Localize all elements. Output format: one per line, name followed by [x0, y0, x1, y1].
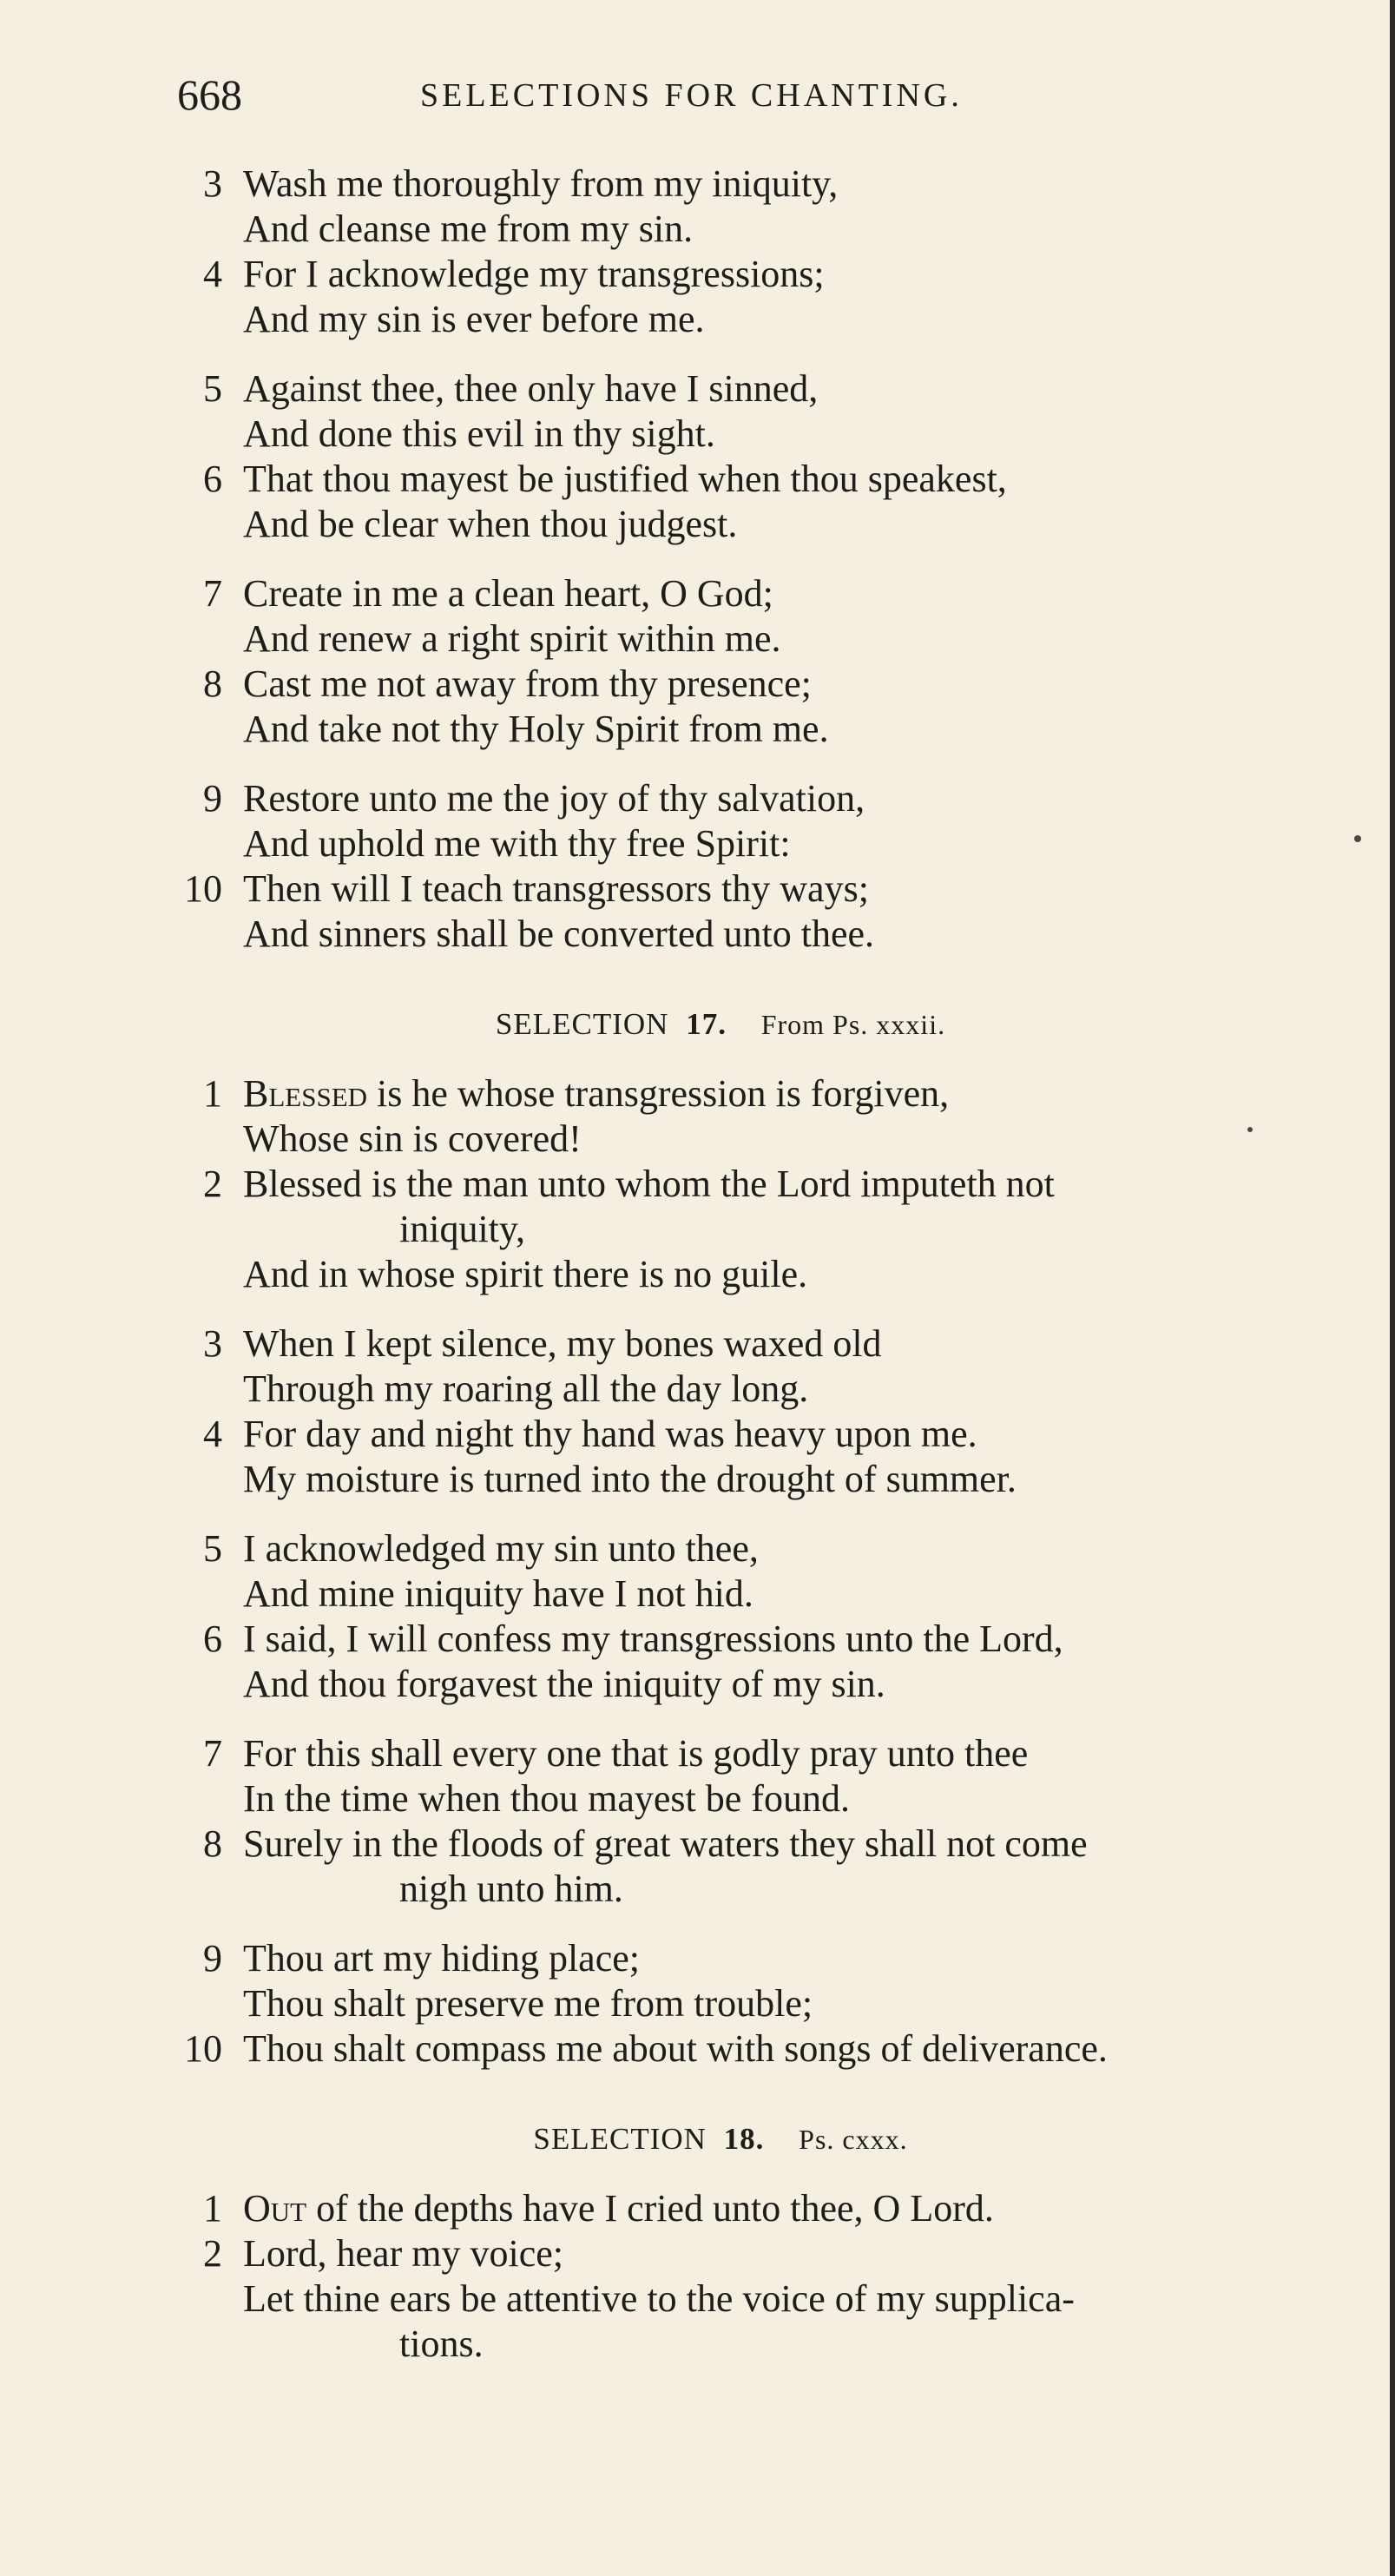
- verse-line: [156, 1071, 1372, 1117]
- verse-text: I said, I will confess my transgressions unto the Lord,: [243, 1617, 1063, 1660]
- verse-text: And done this evil in thy sight.: [243, 412, 715, 455]
- verse-initial-smallcaps: Out: [243, 2187, 307, 2230]
- verse-text: Create in me a clean heart, O God;: [243, 572, 773, 615]
- verse-text: That thou mayest be justified when thou speakest,: [243, 458, 1007, 500]
- running-title: SELECTIONS FOR CHANTING.: [420, 77, 963, 114]
- verse-number: 4: [203, 253, 222, 295]
- verse-line: [156, 1526, 1372, 1571]
- verse-text: For day and night thy hand was heavy upon me.: [243, 1413, 977, 1455]
- verse-line: [156, 457, 1372, 502]
- verse-number: 1: [203, 2187, 222, 2230]
- verse-text: Against thee, thee only have I sinned,: [243, 367, 819, 410]
- verse-number: 8: [203, 1822, 222, 1865]
- verse-text: Thou art my hiding place;: [243, 1937, 640, 1980]
- verse-text: Surely in the floods of great waters they shall not come: [243, 1822, 1088, 1865]
- verse-number: 9: [203, 777, 222, 820]
- verse-number: 6: [203, 1617, 222, 1660]
- page-number: 668: [177, 70, 242, 119]
- ink-speck: [1354, 835, 1361, 842]
- verse-text-rest: of the depths have I cried unto thee, O Lord.: [306, 2187, 994, 2230]
- verse-line: [156, 1207, 1372, 1252]
- verse-text-hanging: tions.: [399, 2322, 484, 2365]
- verse-number: 2: [203, 2232, 222, 2275]
- verse-line: [156, 1252, 1372, 1297]
- verse-text-hanging: iniquity,: [399, 1208, 526, 1250]
- selection-label: SELECTION: [533, 2122, 707, 2156]
- verse-line: [156, 2276, 1372, 2322]
- verse-text: And uphold me with thy free Spirit:: [243, 822, 791, 865]
- verse-number: 10: [184, 2027, 222, 2070]
- verse-line: [156, 1321, 1372, 1367]
- verse-line: [156, 821, 1372, 866]
- verse-number: 5: [203, 1527, 222, 1570]
- verse-text: And mine iniquity have I not hid.: [243, 1572, 753, 1615]
- verse-line: [156, 1776, 1372, 1822]
- verse-text: Cast me not away from thy presence;: [243, 662, 812, 705]
- verse-text: Lord, hear my voice;: [243, 2232, 563, 2275]
- verse-number: 7: [203, 572, 222, 615]
- verse-line: [156, 616, 1372, 662]
- verse-number: 2: [203, 1163, 222, 1205]
- verse-text: Through my roaring all the day long.: [243, 1367, 809, 1410]
- verse-line: [156, 1936, 1372, 1981]
- verse-line: [156, 1571, 1372, 1617]
- page-edge-shadow: [1390, 0, 1395, 2576]
- verse-line: [156, 1981, 1372, 2026]
- verse-line: [156, 866, 1372, 912]
- verse-line: [156, 502, 1372, 547]
- selection-number: 17.: [686, 1007, 727, 1041]
- verse-text: Blessed is the man unto whom the Lord imputeth not: [243, 1163, 1055, 1205]
- verse-line: [156, 2322, 1372, 2367]
- verse-text: And in whose spirit there is no guile.: [243, 1253, 808, 1295]
- verse-text: In the time when thou mayest be found.: [243, 1777, 850, 1820]
- verse-line: [156, 2231, 1372, 2276]
- verse-line: [156, 912, 1372, 957]
- verse-number: 3: [203, 1322, 222, 1365]
- verse-text: For this shall every one that is godly pray unto thee: [243, 1732, 1029, 1775]
- verse-line: [156, 1412, 1372, 1457]
- verse-line: [156, 662, 1372, 707]
- verse-text: And sinners shall be converted unto thee.: [243, 912, 875, 955]
- selection-source: From Ps. xxxii.: [760, 1009, 946, 1040]
- verse-text: Then will I teach transgressors thy ways;: [243, 867, 869, 910]
- verse-line: [156, 776, 1372, 821]
- verse-number: 5: [203, 367, 222, 410]
- verse-text: Thou shalt compass me about with songs of deliverance.: [243, 2027, 1108, 2070]
- verse-initial-smallcaps: Blessed: [243, 1072, 368, 1115]
- verse-line: [156, 412, 1372, 457]
- verse-number: 6: [203, 458, 222, 500]
- verse-text: And thou forgavest the iniquity of my sin.: [243, 1663, 885, 1705]
- verse-number: 10: [184, 867, 222, 910]
- verse-number: 4: [203, 1413, 222, 1455]
- selection-number: 18.: [723, 2122, 765, 2156]
- verse-line: [156, 1162, 1372, 1207]
- verse-text: Wash me thoroughly from my iniquity,: [243, 162, 839, 205]
- verse-text: And take not thy Holy Spirit from me.: [243, 708, 829, 750]
- verse-line: [156, 1662, 1372, 1707]
- verse-text: And cleanse me from my sin.: [243, 208, 694, 250]
- verse-text: When I kept silence, my bones waxed old: [243, 1322, 882, 1365]
- verse-text: Whose sin is covered!: [243, 1117, 582, 1160]
- selection-label: SELECTION: [495, 1007, 669, 1041]
- verse-line: [156, 1822, 1372, 1867]
- verse-line: [156, 2186, 1372, 2231]
- selection-source: Ps. cxxx.: [799, 2124, 908, 2155]
- ink-speck: [1247, 1127, 1253, 1132]
- verse-line: [156, 207, 1372, 252]
- verse-text: And renew a right spirit within me.: [243, 617, 781, 660]
- verse-text: For I acknowledge my transgressions;: [243, 253, 825, 295]
- verse-number: 7: [203, 1732, 222, 1775]
- selection-heading: [156, 2103, 1285, 2172]
- verse-number: 9: [203, 1937, 222, 1980]
- verse-line: [156, 571, 1372, 616]
- verse-line: [156, 1117, 1372, 1162]
- verse-text-rest: is he whose transgression is forgiven,: [367, 1072, 950, 1115]
- verse-number: 3: [203, 162, 222, 205]
- verse-text-hanging: nigh unto him.: [399, 1868, 623, 1910]
- verse-text: And my sin is ever before me.: [243, 298, 705, 340]
- verse-line: [156, 297, 1372, 342]
- verse-number: 8: [203, 662, 222, 705]
- verse-text: Thou shalt preserve me from trouble;: [243, 1982, 813, 2025]
- verse-line: [156, 2026, 1372, 2072]
- verse-line: [156, 1457, 1372, 1502]
- verse-line: [156, 1617, 1372, 1662]
- verse-text: Let thine ears be attentive to the voice of my supplica-: [243, 2277, 1075, 2320]
- verse-text: My moisture is turned into the drought of summer.: [243, 1458, 1017, 1500]
- verse-line: [156, 1367, 1372, 1412]
- page-content: [156, 161, 1372, 2367]
- verse-number: 1: [203, 1072, 222, 1115]
- verse-line: [156, 366, 1372, 412]
- verse-text: Restore unto me the joy of thy salvation,: [243, 777, 865, 820]
- verse-text: And be clear when thou judgest.: [243, 503, 738, 545]
- verse-line: [156, 1867, 1372, 1912]
- verse-line: [156, 161, 1372, 207]
- verse-line: [156, 707, 1372, 752]
- verse-line: [156, 252, 1372, 297]
- running-head: [177, 64, 1306, 125]
- selection-heading: [156, 988, 1285, 1057]
- verse-text: [243, 2186, 994, 2231]
- verse-text: I acknowledged my sin unto thee,: [243, 1527, 759, 1570]
- verse-line: [156, 1731, 1372, 1776]
- verse-text: [243, 1071, 949, 1117]
